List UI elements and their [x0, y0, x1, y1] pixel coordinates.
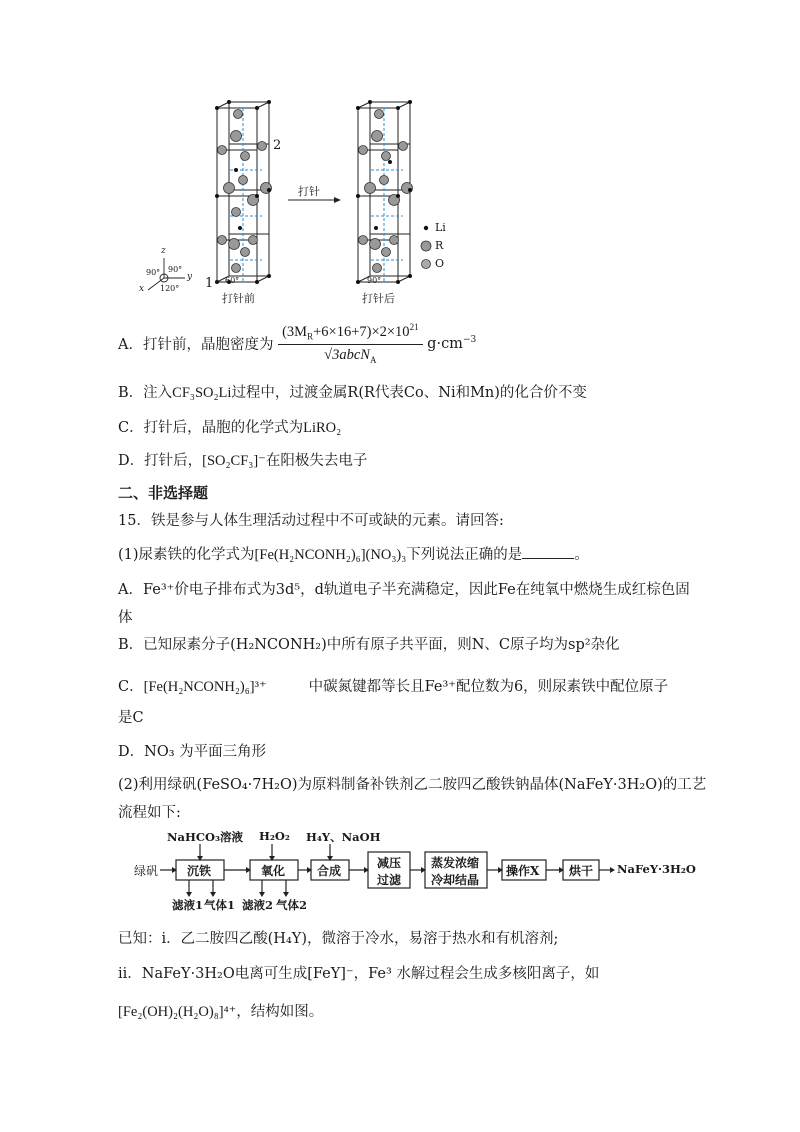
- flow-output-gas-1: 气体1: [204, 898, 236, 912]
- flow-output-filtrate-1: 滤液1: [172, 898, 204, 912]
- q15-sub2-line1: (2)利用绿矾(FeSO₄·7H₂O)为原料制备补铁剂乙二胺四乙酸铁钠晶体(NaFeY·3H₂O)的工艺: [118, 777, 707, 793]
- legend-r: R: [435, 239, 444, 252]
- q15-option-b: B．已知尿素分子(H₂NCONH₂)中所有原子共平面，则N、C原子均为sp²杂化: [118, 637, 620, 653]
- q14-d-formula: [SO₂CF₃]⁻: [202, 453, 266, 469]
- axis-y: y: [187, 272, 193, 282]
- q15-stem: 15．铁是参与人体生理活动过程中不可或缺的元素。请回答:: [118, 513, 504, 529]
- q14-b-prefix: B．注入: [118, 385, 173, 401]
- label-after: 打针后: [362, 292, 395, 305]
- angle-b: 90°: [168, 265, 183, 274]
- q15-sub2-line2: 流程如下:: [118, 805, 181, 821]
- q15-option-a-line1: A．Fe³⁺价电子排布式为3d⁵，d轨道电子半充满稳定，因此Fe在纯氧中燃烧生成红棕色固: [118, 582, 690, 598]
- angle-d: 60°: [225, 276, 240, 285]
- flow-step-crystallize: 冷却结晶: [431, 873, 480, 887]
- angle-c: 120°: [160, 284, 180, 293]
- known-line-2: ⅱ．NaFeY·3H₂O电离可生成[FeY]⁻，Fe³ 水解过程会生成多核阳离子，如: [118, 966, 600, 982]
- q15-option-a-line2: 体: [118, 610, 133, 626]
- density-unit: $g\cdot cm^{-3}$: [427, 334, 477, 352]
- flow-reagent-1: NaHCO₃溶液: [167, 830, 244, 844]
- legend-li: Li: [435, 221, 446, 234]
- flow-reagent-2: H₂O₂: [259, 829, 290, 843]
- label-before: 打针前: [222, 292, 255, 305]
- flow-step-evaporate: 蒸发浓缩: [431, 856, 480, 870]
- angle-a: 90°: [146, 268, 161, 277]
- marker-2: 2: [273, 138, 282, 153]
- frac-den-sub: A: [369, 354, 377, 365]
- q14-c-formula: LiRO₂: [303, 420, 342, 436]
- flow-start: 绿矾: [134, 864, 159, 878]
- legend-o: O: [435, 257, 445, 270]
- known-line3-formula: [Fe₂(OH)₂(H₂O)₈]⁴⁺: [118, 1004, 237, 1020]
- q15-option-d: D．NO₃ 为平面三角形: [118, 744, 267, 760]
- axis-x: x: [139, 284, 145, 294]
- q15-c-prefix: C．: [118, 679, 144, 695]
- flow-step-reduce-pressure: 减压: [377, 856, 402, 870]
- flow-step-precipitate: 沉铁: [187, 864, 212, 878]
- q14-a-prefix: A．打针前，晶胞密度为: [118, 336, 274, 353]
- q14-b-formula: CF₃SO₂Li: [172, 385, 232, 401]
- flow-reagent-3: H₄Y、NaOH: [306, 830, 381, 844]
- axis-z: z: [161, 246, 166, 256]
- frac-num-sup: 21: [409, 322, 419, 332]
- section-title: 二、非选择题: [118, 484, 209, 502]
- angle-e: 90°: [367, 276, 382, 285]
- q15-sub1-rest: 下列说法正确的是: [406, 547, 523, 563]
- frac-num-sub: R: [307, 331, 314, 342]
- marker-1: 1: [205, 276, 214, 291]
- flow-step-synthesize: 合成: [317, 864, 342, 878]
- q15-c-formula: [Fe(H₂NCONH₂)₆]³⁺: [143, 679, 267, 695]
- q15-c-rest: 中碳氮键都等长且Fe³⁺配位数为6，则尿素铁中配位原子: [308, 679, 669, 695]
- q14-b-rest: 过程中，过渡金属R(R代表Co、Ni和Mn)的化合价不变: [231, 385, 587, 401]
- q14-c-prefix: C．打针后，晶胞的化学式为: [118, 420, 304, 436]
- known-line3-rest: ，结构如图。: [236, 1004, 324, 1020]
- q15-sub1-end: 。: [574, 547, 589, 563]
- q15-sub1-formula: [Fe(H₂NCONH₂)₆](NO₃)₃: [254, 547, 407, 563]
- arrow-label: 打针: [298, 185, 320, 198]
- q15-option-c-line2: 是C: [118, 710, 144, 726]
- flow-step-filter: 过滤: [377, 873, 402, 887]
- flow-step-dry: 烘干: [569, 864, 594, 878]
- flow-output-gas-2: 气体2: [276, 898, 308, 912]
- frac-den: √3abcN: [324, 346, 370, 363]
- q14-d-rest: 在阳极失去电子: [265, 453, 368, 469]
- q15-sub1-prefix: (1)尿素铁的化学式为: [118, 547, 255, 563]
- frac-num: (3M: [282, 323, 308, 340]
- q14-d-prefix: D．打针后，: [118, 453, 203, 469]
- flow-output-filtrate-2: 滤液2: [242, 898, 274, 912]
- flow-step-oxidize: 氧化: [261, 864, 286, 878]
- flow-product: NaFeY·3H₂O: [617, 862, 696, 876]
- flow-step-operation-x: 操作X: [506, 864, 540, 878]
- frac-num-rest: +6×16+7)×2×10: [313, 323, 410, 340]
- known-line-1: 已知：ⅰ．乙二胺四乙酸(H₄Y)，微溶于冷水，易溶于热水和有机溶剂;: [118, 931, 559, 947]
- known-line-3: [118, 1000, 323, 1021]
